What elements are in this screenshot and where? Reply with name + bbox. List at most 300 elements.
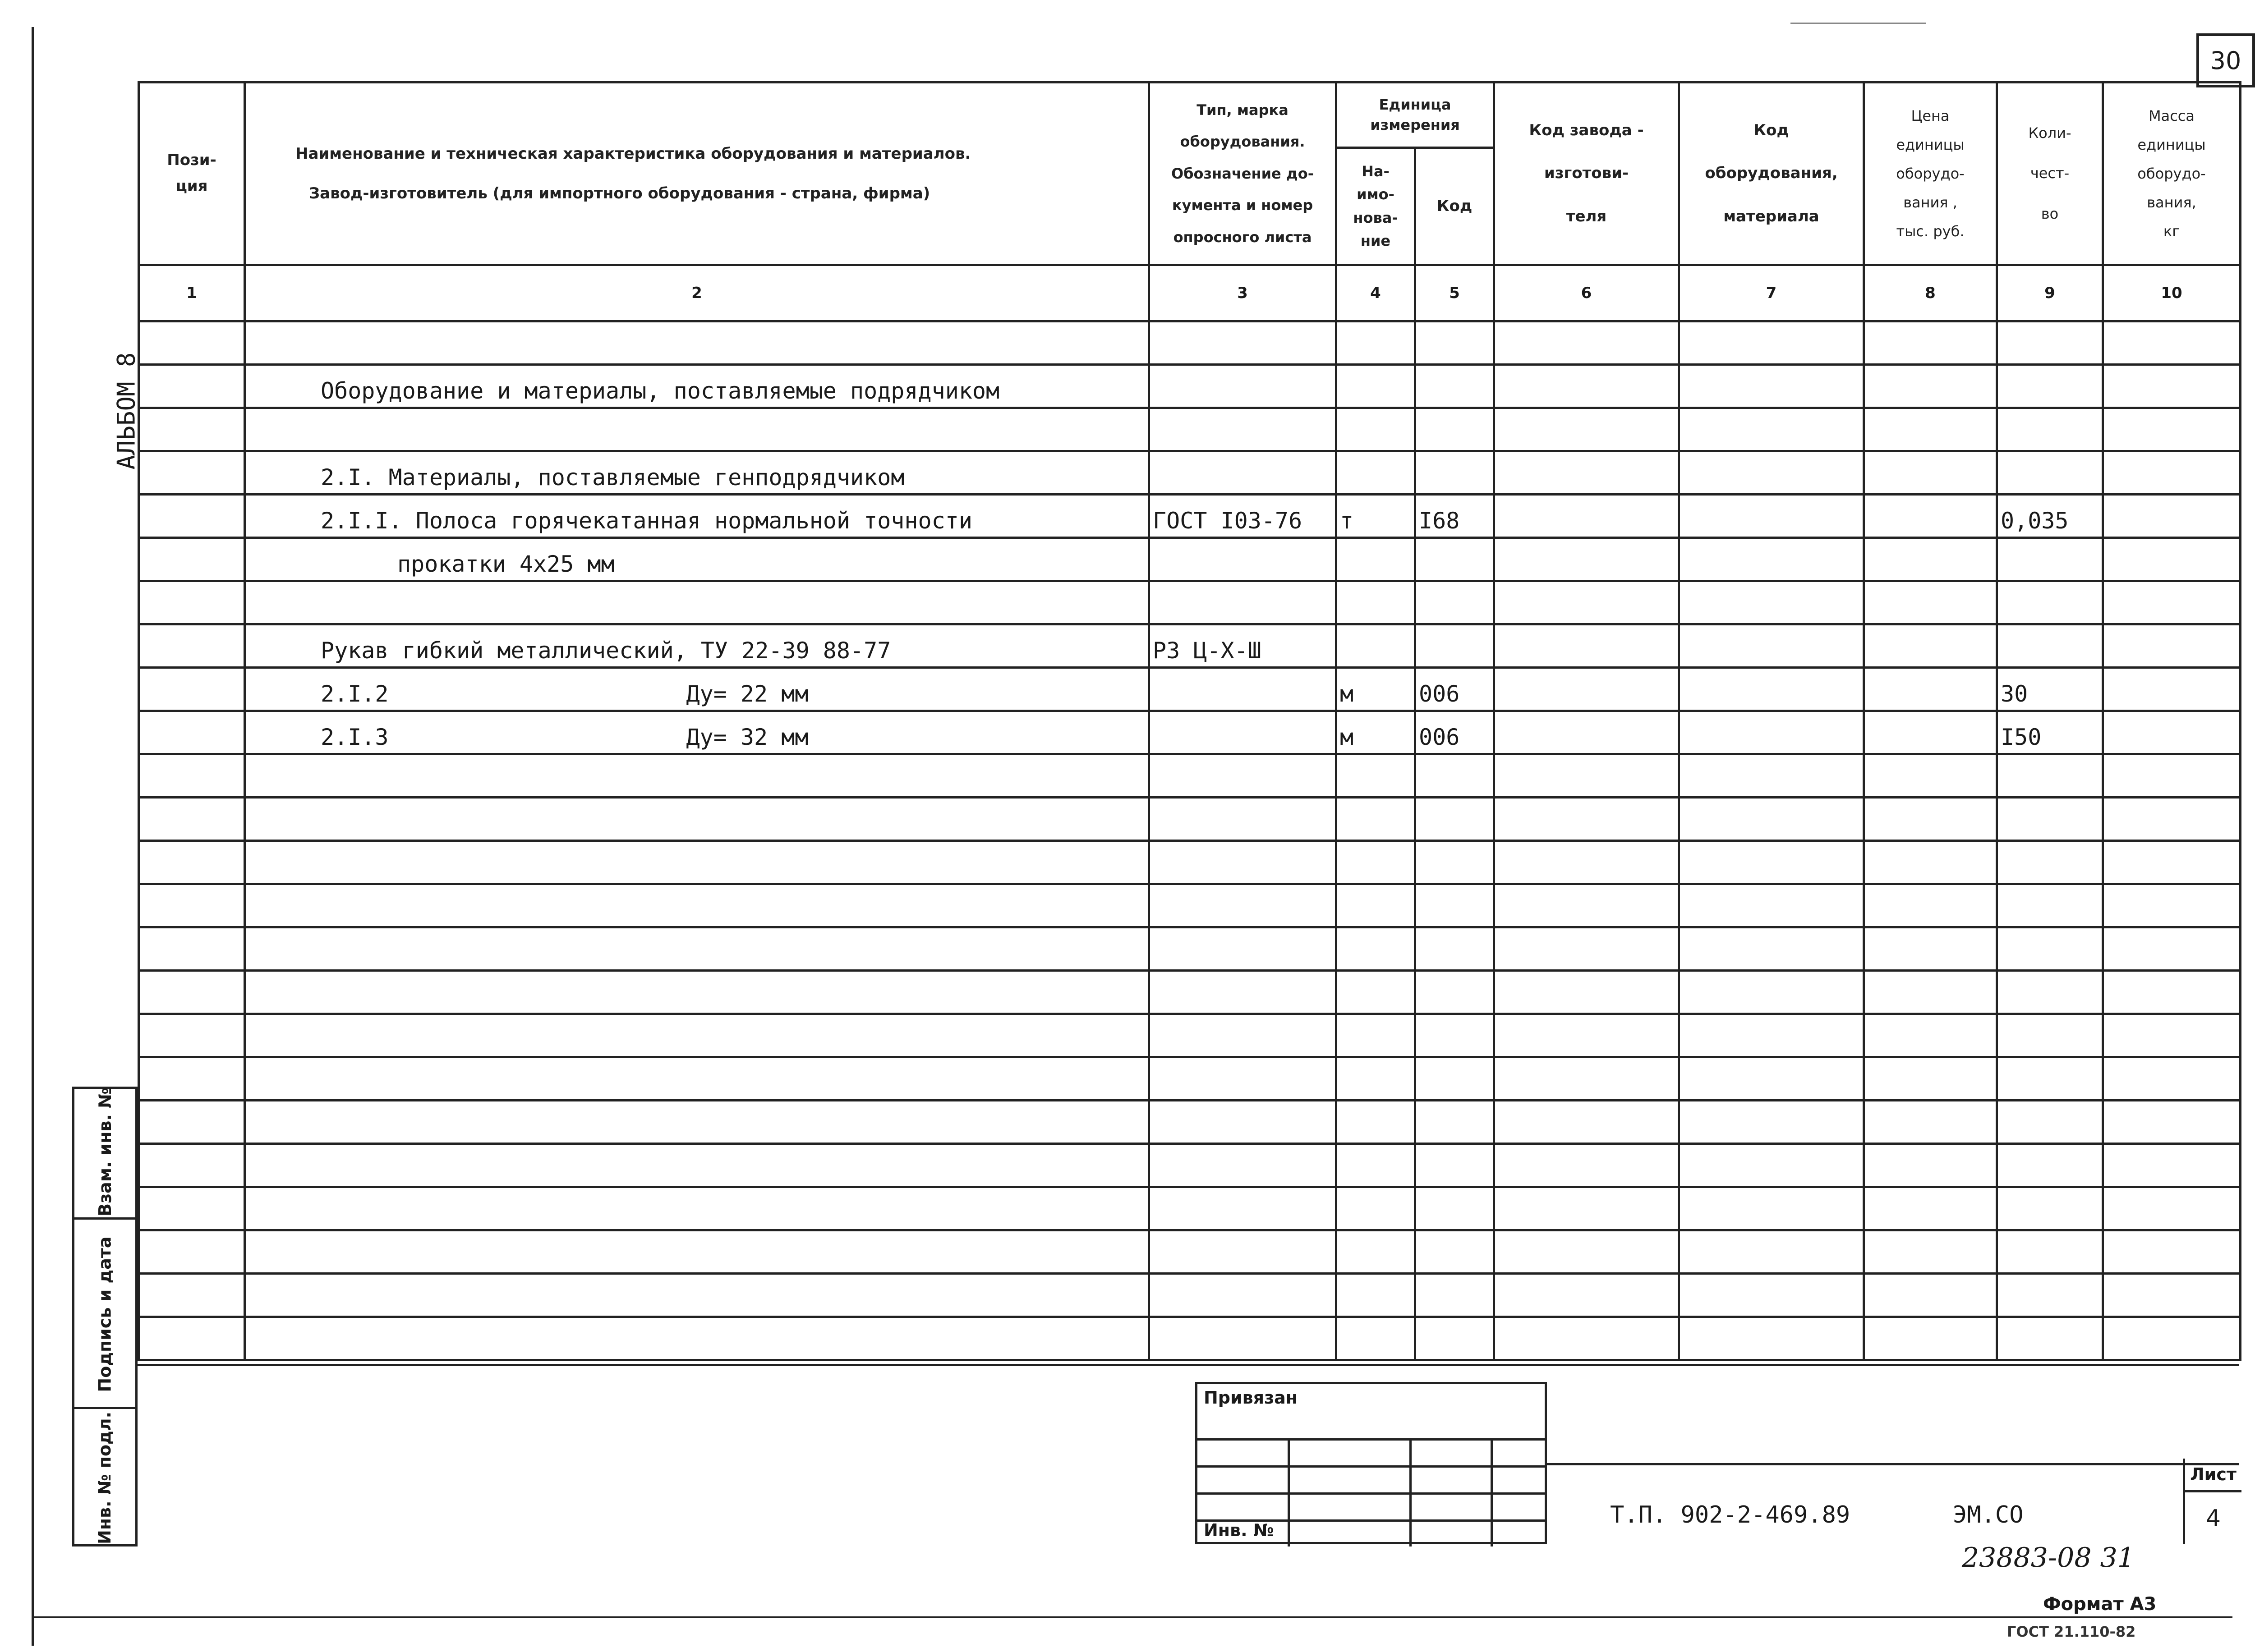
- table-cell: [245, 365, 1149, 408]
- table-cell: [1679, 841, 1864, 884]
- table-cell: [1149, 451, 1336, 495]
- table-cell: [1679, 581, 1864, 624]
- table-cell: [1679, 1144, 1864, 1187]
- table-cell: [1415, 798, 1494, 841]
- table-cell: [2103, 1187, 2241, 1230]
- table-cell: [245, 1274, 1149, 1317]
- table-cell: [1415, 927, 1494, 971]
- table-cell: [1336, 624, 1415, 668]
- table-cell: [1336, 321, 1415, 365]
- table-cell: [1679, 711, 1864, 754]
- header-type: Тип, марка оборудования. Обозначение до- кумента и номер опросного листа: [1149, 83, 1336, 265]
- stamp-inv-podl-label: Инв. № подл.: [95, 1411, 115, 1544]
- table-row: [139, 538, 2241, 581]
- table-cell: [245, 841, 1149, 884]
- table-row: [139, 1057, 2241, 1101]
- stamp-cell-podpis: [74, 1217, 135, 1409]
- table-cell: [1149, 1101, 1336, 1144]
- header-unit-name: На- имо- нова- ние: [1336, 148, 1415, 265]
- format-label: Формат А3: [2043, 1594, 2157, 1615]
- table-cell: [1149, 365, 1336, 408]
- table-cell: [1864, 1144, 1997, 1187]
- table-cell: [1415, 711, 1494, 754]
- table-cell: [1415, 538, 1494, 581]
- album-label: АЛЬБОМ 8: [112, 352, 141, 470]
- table-cell: [139, 495, 245, 538]
- table-cell: [245, 538, 1149, 581]
- table-cell: [1679, 321, 1864, 365]
- table-cell: [1149, 1144, 1336, 1187]
- table-row: [139, 1230, 2241, 1274]
- table-cell: [1494, 1274, 1679, 1317]
- table-cell: [2103, 1014, 2241, 1057]
- table-cell: [1494, 668, 1679, 711]
- table-cell: [1336, 1187, 1415, 1230]
- table-cell: [1997, 668, 2103, 711]
- cell-text-secondary: Ду= 32 мм: [686, 724, 809, 750]
- table-cell: [2103, 1144, 2241, 1187]
- table-row: [139, 451, 2241, 495]
- table-cell: [245, 1230, 1149, 1274]
- table-cell: [1997, 451, 2103, 495]
- header-position: Пози- ция: [139, 83, 245, 265]
- table-cell: [1997, 927, 2103, 971]
- table-cell: [1864, 841, 1997, 884]
- table-cell: [1494, 1144, 1679, 1187]
- table-cell: [1679, 884, 1864, 927]
- header-price: Цена единицы оборудо- вания , тыс. руб.: [1864, 83, 1997, 265]
- cell-text: м: [1340, 681, 1354, 707]
- table-cell: [2103, 971, 2241, 1014]
- cell-text: 006: [1419, 681, 1460, 707]
- cell-text: 006: [1419, 724, 1460, 750]
- table-cell: [1415, 841, 1494, 884]
- table-cell: [245, 668, 1149, 711]
- table-cell: [1336, 668, 1415, 711]
- col-number: 3: [1149, 265, 1336, 321]
- table-cell: [1997, 711, 2103, 754]
- sheet-list-box: [2183, 1459, 2241, 1544]
- table-cell: [1864, 624, 1997, 668]
- specification-rows: [139, 321, 2241, 1360]
- table-row: [139, 971, 2241, 1014]
- stamp-cell-vzam: [74, 1087, 135, 1217]
- table-cell: [245, 1144, 1149, 1187]
- table-cell: [139, 711, 245, 754]
- table-cell: [1336, 1274, 1415, 1317]
- col-number: 1: [139, 265, 245, 321]
- table-row: [139, 581, 2241, 624]
- table-cell: [2103, 884, 2241, 927]
- table-cell: [1149, 1317, 1336, 1360]
- table-cell: [1997, 798, 2103, 841]
- table-cell: [1149, 1014, 1336, 1057]
- table-cell: [1997, 754, 2103, 798]
- table-cell: [1864, 798, 1997, 841]
- table-cell: [1679, 408, 1864, 451]
- table-cell: [1997, 1101, 2103, 1144]
- table-cell: [1149, 711, 1336, 754]
- table-cell: [1997, 1230, 2103, 1274]
- cell-text: I68: [1419, 508, 1460, 534]
- cell-text-secondary: Ду= 22 мм: [686, 681, 809, 707]
- table-cell: [1336, 365, 1415, 408]
- header-unit-group: Единица измерения: [1336, 83, 1494, 148]
- project-code: Т.П. 902-2-469.89: [1610, 1501, 1850, 1528]
- table-cell: [1149, 841, 1336, 884]
- table-cell: [1997, 971, 2103, 1014]
- table-cell: [1864, 1274, 1997, 1317]
- table-cell: [245, 1057, 1149, 1101]
- table-cell: [1679, 451, 1864, 495]
- table-cell: [1494, 451, 1679, 495]
- table-cell: [1997, 321, 2103, 365]
- table-cell: [1679, 624, 1864, 668]
- table-cell: [1679, 668, 1864, 711]
- table-cell: [1415, 1187, 1494, 1230]
- table-cell: [1415, 495, 1494, 538]
- table-cell: [1679, 754, 1864, 798]
- table-cell: [1864, 1101, 1997, 1144]
- stamp-cell-inv-podl: [74, 1407, 135, 1546]
- table-cell: [1415, 1101, 1494, 1144]
- table-cell: [245, 798, 1149, 841]
- table-cell: [1149, 884, 1336, 927]
- col-number: 6: [1494, 265, 1679, 321]
- table-cell: [1415, 1230, 1494, 1274]
- table-cell: [1494, 1057, 1679, 1101]
- table-cell: [1336, 451, 1415, 495]
- table-cell: [139, 1317, 245, 1360]
- cell-text: Оборудование и материалы, поставляемые подрядчиком: [321, 378, 1000, 404]
- table-cell: [139, 1274, 245, 1317]
- table-cell: [1679, 538, 1864, 581]
- handwritten-number: 23883-08 31: [1962, 1542, 2135, 1574]
- table-cell: [1679, 971, 1864, 1014]
- table-cell: [1415, 1144, 1494, 1187]
- table-cell: [1864, 538, 1997, 581]
- table-cell: [1494, 971, 1679, 1014]
- table-cell: [1997, 841, 2103, 884]
- table-cell: [1415, 668, 1494, 711]
- table-cell: [1864, 451, 1997, 495]
- header-name-line1: Наименование и техническая характеристика оборудования и материалов.: [295, 144, 971, 163]
- table-cell: [1149, 798, 1336, 841]
- table-cell: [1679, 365, 1864, 408]
- table-cell: [1997, 581, 2103, 624]
- table-cell: [1336, 538, 1415, 581]
- table-row: [139, 408, 2241, 451]
- table-cell: [1679, 1187, 1864, 1230]
- cell-text: I50: [2001, 724, 2042, 750]
- table-cell: [1679, 1014, 1864, 1057]
- table-cell: [139, 408, 245, 451]
- table-row: [139, 884, 2241, 927]
- table-cell: [1415, 451, 1494, 495]
- table-cell: [1864, 1230, 1997, 1274]
- table-cell: [1149, 321, 1336, 365]
- privyazan-block: [1195, 1382, 1547, 1544]
- table-cell: [1415, 884, 1494, 927]
- table-cell: [139, 538, 245, 581]
- table-row: [139, 927, 2241, 971]
- table-cell: [1415, 581, 1494, 624]
- table-cell: [2103, 1274, 2241, 1317]
- cell-text: 0,035: [2001, 508, 2069, 534]
- header-unit-code: Код: [1415, 148, 1494, 265]
- cell-text: ГОСТ I03-76: [1153, 508, 1302, 534]
- table-cell: [1864, 321, 1997, 365]
- table-cell: [1997, 1187, 2103, 1230]
- table-cell: [1415, 1274, 1494, 1317]
- table-row: [139, 624, 2241, 668]
- table-cell: [1494, 624, 1679, 668]
- table-row: [139, 1101, 2241, 1144]
- table-cell: [1149, 495, 1336, 538]
- col-number: 5: [1415, 265, 1494, 321]
- table-cell: [245, 1101, 1149, 1144]
- table-cell: [1494, 495, 1679, 538]
- table-cell: [2103, 538, 2241, 581]
- table-cell: [139, 321, 245, 365]
- table-cell: [1415, 365, 1494, 408]
- table-cell: [1864, 884, 1997, 927]
- table-cell: [2103, 711, 2241, 754]
- table-cell: [139, 1014, 245, 1057]
- column-number-row: [139, 265, 2241, 321]
- table-cell: [1149, 927, 1336, 971]
- table-cell: [245, 754, 1149, 798]
- table-cell: [139, 754, 245, 798]
- table-cell: [1149, 971, 1336, 1014]
- table-cell: [1679, 798, 1864, 841]
- table-cell: [2103, 1230, 2241, 1274]
- table-cell: [1494, 1187, 1679, 1230]
- table-cell: [1494, 1230, 1679, 1274]
- table-cell: [139, 884, 245, 927]
- table-cell: [1336, 495, 1415, 538]
- table-cell: [245, 321, 1149, 365]
- table-cell: [1149, 1057, 1336, 1101]
- table-row: [139, 841, 2241, 884]
- table-cell: [139, 841, 245, 884]
- table-cell: [1494, 365, 1679, 408]
- table-cell: [1415, 624, 1494, 668]
- table-cell: [139, 971, 245, 1014]
- col-number: 2: [245, 265, 1149, 321]
- table-cell: [139, 927, 245, 971]
- table-cell: [2103, 451, 2241, 495]
- table-cell: [1864, 1187, 1997, 1230]
- table-cell: [1494, 711, 1679, 754]
- table-cell: [139, 624, 245, 668]
- table-cell: [1149, 668, 1336, 711]
- table-cell: [2103, 754, 2241, 798]
- table-cell: [1336, 971, 1415, 1014]
- table-cell: [1864, 1057, 1997, 1101]
- specification-table: [138, 81, 2241, 1361]
- table-row: [139, 495, 2241, 538]
- table-row: [139, 321, 2241, 365]
- table-cell: [2103, 365, 2241, 408]
- table-cell: [1864, 365, 1997, 408]
- table-cell: [2103, 408, 2241, 451]
- privyazan-divider: [1409, 1438, 1412, 1546]
- table-cell: [1997, 408, 2103, 451]
- table-cell: [139, 1230, 245, 1274]
- table-cell: [2103, 321, 2241, 365]
- table-cell: [1494, 1317, 1679, 1360]
- table-cell: [1336, 884, 1415, 927]
- table-cell: [245, 1014, 1149, 1057]
- table-cell: [1336, 1144, 1415, 1187]
- stamp-vzam-label: Взам. инв. №: [95, 1088, 115, 1216]
- table-cell: [1997, 365, 2103, 408]
- table-cell: [1336, 798, 1415, 841]
- cell-text: РЗ Ц-Х-Ш: [1153, 638, 1261, 664]
- table-cell: [2103, 798, 2241, 841]
- table-cell: [245, 884, 1149, 927]
- table-cell: [2103, 668, 2241, 711]
- cell-text: 30: [2001, 681, 2028, 707]
- left-side-stamp: [72, 1087, 138, 1546]
- document-code: ЭМ.СО: [1953, 1501, 2024, 1528]
- table-row: [139, 668, 2241, 711]
- table-cell: [1149, 1230, 1336, 1274]
- table-cell: [139, 668, 245, 711]
- table-cell: [1494, 321, 1679, 365]
- table-cell: [1336, 841, 1415, 884]
- table-row: [139, 1144, 2241, 1187]
- table-cell: [2103, 1057, 2241, 1101]
- table-cell: [1494, 1101, 1679, 1144]
- table-cell: [139, 1101, 245, 1144]
- table-cell: [1149, 754, 1336, 798]
- table-cell: [1415, 408, 1494, 451]
- header-name-line2: Завод-изготовитель (для импортного оборудования - страна, фирма): [309, 184, 930, 202]
- table-cell: [1997, 1317, 2103, 1360]
- table-cell: [1864, 1317, 1997, 1360]
- table-cell: [1864, 1014, 1997, 1057]
- table-cell: [1336, 711, 1415, 754]
- table-cell: [1149, 624, 1336, 668]
- table-cell: [1149, 1187, 1336, 1230]
- header-equipment-code: Код оборудования, материала: [1679, 83, 1864, 265]
- table-cell: [1494, 1014, 1679, 1057]
- top-faint-line: [1790, 23, 1926, 24]
- header-quantity: Коли- чест- во: [1997, 83, 2103, 265]
- cell-text: т: [1340, 508, 1354, 534]
- privyazan-divider: [1491, 1438, 1493, 1546]
- table-cell: [139, 1144, 245, 1187]
- table-cell: [1997, 1057, 2103, 1101]
- table-cell: [1415, 1014, 1494, 1057]
- table-cell: [245, 495, 1149, 538]
- table-cell: [1679, 1101, 1864, 1144]
- table-cell: [139, 798, 245, 841]
- privyazan-label: Привязан: [1204, 1388, 1298, 1408]
- table-cell: [245, 711, 1149, 754]
- cell-text: 2.I.2: [321, 681, 389, 707]
- table-cell: [2103, 841, 2241, 884]
- table-cell: [1997, 1014, 2103, 1057]
- table-row: [139, 711, 2241, 754]
- table-cell: [1336, 1101, 1415, 1144]
- header-name: [245, 83, 1149, 265]
- table-row: [139, 1014, 2241, 1057]
- header-factory-code: Код завода - изготови- теля: [1494, 83, 1679, 265]
- table-cell: [1997, 538, 2103, 581]
- table-cell: [1997, 1274, 2103, 1317]
- table-cell: [1336, 581, 1415, 624]
- table-cell: [245, 971, 1149, 1014]
- sheet-number: 30: [2196, 33, 2255, 87]
- col-number: 10: [2103, 265, 2241, 321]
- table-cell: [1997, 495, 2103, 538]
- table-cell: [1415, 754, 1494, 798]
- table-cell: [139, 1187, 245, 1230]
- col-number: 7: [1679, 265, 1864, 321]
- gost-footer: ГОСТ 21.110-82: [2007, 1623, 2136, 1640]
- table-cell: [1864, 927, 1997, 971]
- col-number: 9: [1997, 265, 2103, 321]
- table-cell: [1679, 1230, 1864, 1274]
- table-cell: [245, 408, 1149, 451]
- table-cell: [1864, 711, 1997, 754]
- table-cell: [1494, 581, 1679, 624]
- cell-text: м: [1340, 724, 1354, 750]
- table-row: [139, 1187, 2241, 1230]
- table-cell: [1336, 1014, 1415, 1057]
- table-cell: [1415, 1057, 1494, 1101]
- cell-text: прокатки 4х25 мм: [397, 551, 615, 577]
- cell-text: Рукав гибкий металлический, ТУ 22-39 88-77: [321, 638, 891, 664]
- table-cell: [245, 624, 1149, 668]
- table-cell: [2103, 1317, 2241, 1360]
- header-mass: Масса единицы оборудо- вания, кг: [2103, 83, 2241, 265]
- table-cell: [245, 451, 1149, 495]
- table-cell: [1679, 1274, 1864, 1317]
- table-cell: [1679, 1057, 1864, 1101]
- col-number: 8: [1864, 265, 1997, 321]
- table-cell: [2103, 1101, 2241, 1144]
- privyazan-divider: [1288, 1438, 1290, 1546]
- table-cell: [1149, 581, 1336, 624]
- table-row: [139, 754, 2241, 798]
- list-label: Лист: [2185, 1459, 2241, 1492]
- table-cell: [1679, 495, 1864, 538]
- table-cell: [1494, 841, 1679, 884]
- table-cell: [139, 451, 245, 495]
- col-number: 4: [1336, 265, 1415, 321]
- table-cell: [139, 1057, 245, 1101]
- table-cell: [1336, 1230, 1415, 1274]
- table-cell: [245, 1187, 1149, 1230]
- table-cell: [1494, 884, 1679, 927]
- cell-text: 2.I.3: [321, 724, 389, 750]
- table-cell: [1864, 668, 1997, 711]
- table-cell: [2103, 927, 2241, 971]
- table-cell: [1864, 495, 1997, 538]
- inv-number-label: Инв. №: [1204, 1520, 1274, 1540]
- table-cell: [1415, 971, 1494, 1014]
- table-row: [139, 1274, 2241, 1317]
- table-cell: [1679, 927, 1864, 971]
- table-cell: [245, 927, 1149, 971]
- list-value: 4: [2205, 1505, 2221, 1532]
- stamp-podpis-label: Подпись и дата: [95, 1236, 115, 1392]
- table-cell: [1494, 798, 1679, 841]
